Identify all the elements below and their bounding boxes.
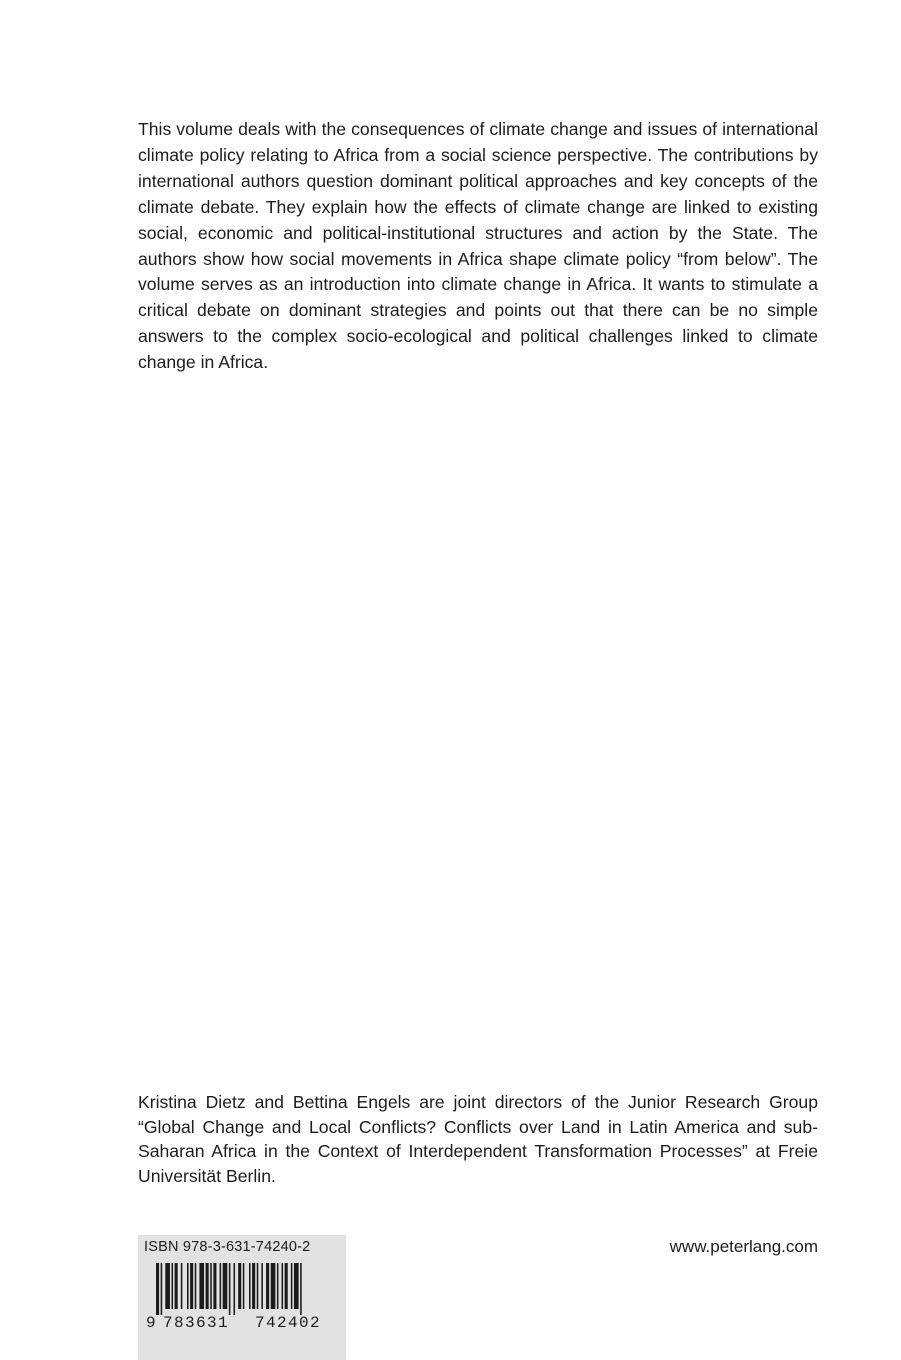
barcode-bar bbox=[261, 1263, 263, 1309]
barcode-bar bbox=[165, 1263, 170, 1309]
barcode-bar bbox=[206, 1263, 209, 1309]
barcode-bar bbox=[282, 1263, 284, 1309]
barcode-bar bbox=[190, 1263, 193, 1309]
barcode-left-digits: 783631 bbox=[163, 1314, 230, 1331]
barcode-bar bbox=[271, 1263, 276, 1309]
barcode-bar bbox=[199, 1263, 204, 1309]
isbn-barcode-block bbox=[138, 1235, 346, 1360]
isbn-label: ISBN 978-3-631-74240-2 bbox=[144, 1239, 311, 1255]
barcode-guard-bar bbox=[156, 1263, 159, 1315]
barcode-bar bbox=[243, 1263, 245, 1309]
barcode-right-digits: 742402 bbox=[255, 1314, 322, 1331]
barcode-bar bbox=[252, 1263, 255, 1309]
barcode-bar bbox=[277, 1263, 279, 1309]
barcode-bar bbox=[195, 1263, 197, 1309]
barcode-guard-bar bbox=[229, 1263, 231, 1315]
barcode-bar bbox=[257, 1263, 259, 1309]
barcode-graphic bbox=[138, 1261, 346, 1331]
barcode-bar bbox=[181, 1263, 183, 1309]
blurb-paragraph: This volume deals with the consequences of climate change and issues of international climate policy relating to Africa from a social science perspective. The contributions by international authors question dominant political approaches and key concepts of the climate debate. They explain how the effects of climate change are linked to existing social, economic and political-institutional structures and action by the State. The authors show how social movements in Africa shape climate policy “from below”. The volume serves as an introduction into climate change in Africa. It wants to stimulate a critical debate on dominant strategies and points out that there can be no simple answers to the complex socio-ecological and political challenges linked to climate change in Africa. bbox=[138, 119, 818, 373]
barcode-first-digit: 9 bbox=[146, 1314, 156, 1331]
barcode-bar bbox=[249, 1263, 251, 1309]
barcode-bar bbox=[172, 1263, 174, 1309]
barcode-bar bbox=[291, 1263, 293, 1309]
barcode-guard-bar bbox=[161, 1263, 163, 1315]
barcode-bar bbox=[175, 1263, 178, 1309]
barcode-bar bbox=[213, 1263, 216, 1309]
barcode-bar bbox=[285, 1263, 288, 1309]
barcode-bar bbox=[220, 1263, 222, 1309]
barcode-bars bbox=[156, 1263, 302, 1315]
barcode-guard-bar bbox=[300, 1263, 302, 1315]
barcode-bar bbox=[294, 1263, 299, 1309]
barcode-bar bbox=[210, 1263, 212, 1309]
barcode-bar bbox=[266, 1263, 269, 1309]
barcode-guard-bar bbox=[234, 1263, 236, 1315]
author-bio-paragraph: Kristina Dietz and Bettina Engels are joint directors of the Junior Research Group “Global Change and Local Conflicts? Conflicts over Land in Latin America and sub-Saharan Africa in the Context of Interdependent Transformation Processes” at Freie Universität Berlin. bbox=[138, 1092, 818, 1186]
barcode-bar bbox=[187, 1263, 189, 1309]
barcode-bar bbox=[238, 1263, 241, 1309]
publisher-website: www.peterlang.com bbox=[669, 1237, 818, 1256]
barcode-bar bbox=[223, 1263, 228, 1309]
